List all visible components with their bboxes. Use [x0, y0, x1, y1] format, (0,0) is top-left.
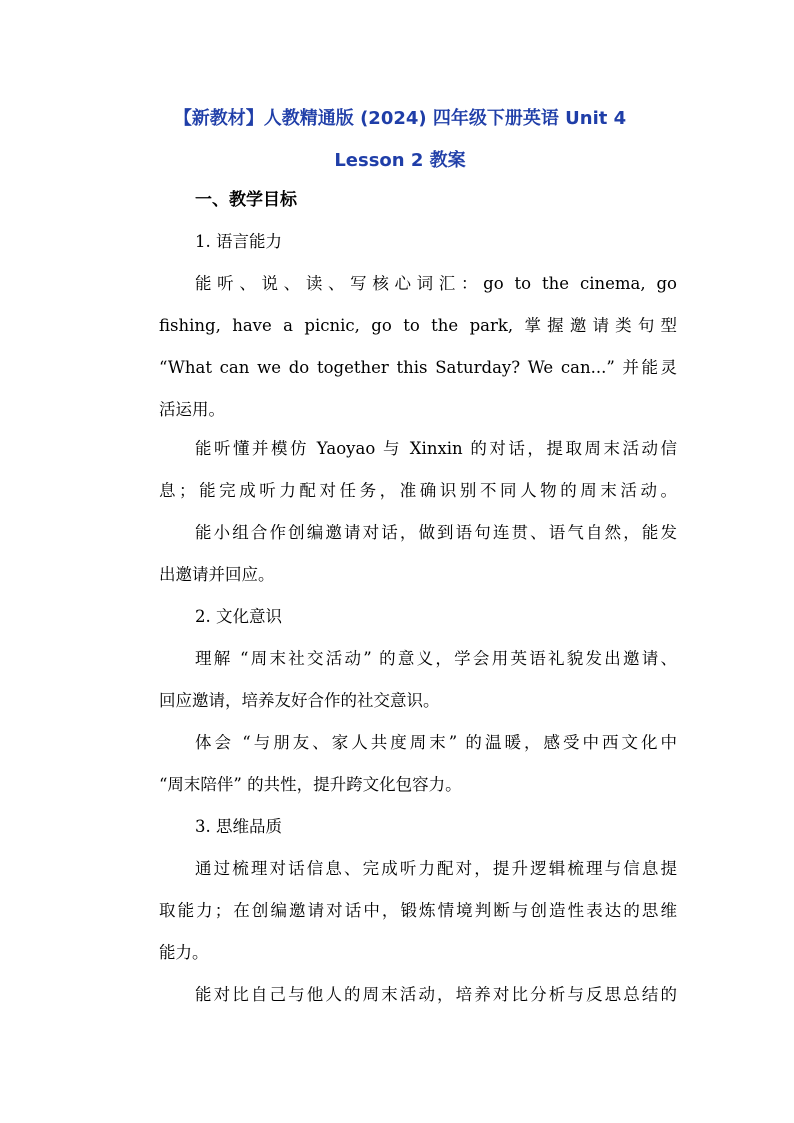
paragraph-2-line-2: 息；能完成听力配对任务，准确识别不同人物的周末活动。 [159, 481, 677, 500]
subheading-language-ability: 1. 语言能力 [195, 232, 282, 251]
paragraph-7-line-1: 能对比自己与他人的周末活动，培养对比分析与反思总结的 [195, 985, 677, 1004]
paragraph-5-line-1: 体会 “与朋友、家人共度周末” 的温暖，感受中西文化中 [195, 733, 677, 752]
subheading-cultural-awareness: 2. 文化意识 [195, 607, 282, 626]
paragraph-6-line-2: 取能力；在创编邀请对话中，锻炼情境判断与创造性表达的思维 [159, 901, 677, 920]
document-title-line-2: Lesson 2 教案 [334, 150, 466, 171]
paragraph-4-line-1: 理解 “周末社交活动” 的意义，学会用英语礼貌发出邀请、 [195, 649, 677, 668]
document-title-line-1: 【新教材】人教精通版 (2024) 四年级下册英语 Unit 4 [173, 108, 627, 129]
paragraph-5-line-2: “周末陪伴” 的共性，提升跨文化包容力。 [159, 775, 462, 794]
paragraph-3-line-2: 出邀请并回应。 [159, 565, 275, 584]
paragraph-1-line-4: 活运用。 [159, 400, 225, 419]
paragraph-3-line-1: 能小组合作创编邀请对话，做到语句连贯、语气自然，能发 [195, 523, 677, 542]
paragraph-1-line-3: “What can we do together this Saturday? We can...” 并能灵 [159, 358, 677, 377]
paragraph-6-line-1: 通过梳理对话信息、完成听力配对，提升逻辑梳理与信息提 [195, 859, 677, 878]
section-heading-teaching-objectives: 一、教学目标 [195, 190, 297, 210]
paragraph-1-line-1: 能听、说、读、写核心词汇：go to the cinema, go [195, 274, 677, 293]
subheading-thinking-quality: 3. 思维品质 [195, 817, 282, 836]
paragraph-2-line-1: 能听懂并模仿 Yaoyao 与 Xinxin 的对话，提取周末活动信 [195, 439, 677, 458]
paragraph-6-line-3: 能力。 [159, 943, 209, 962]
paragraph-4-line-2: 回应邀请，培养友好合作的社交意识。 [159, 691, 440, 710]
paragraph-1-line-2: fishing, have a picnic, go to the park, 掌握邀请类句型 [159, 316, 677, 335]
